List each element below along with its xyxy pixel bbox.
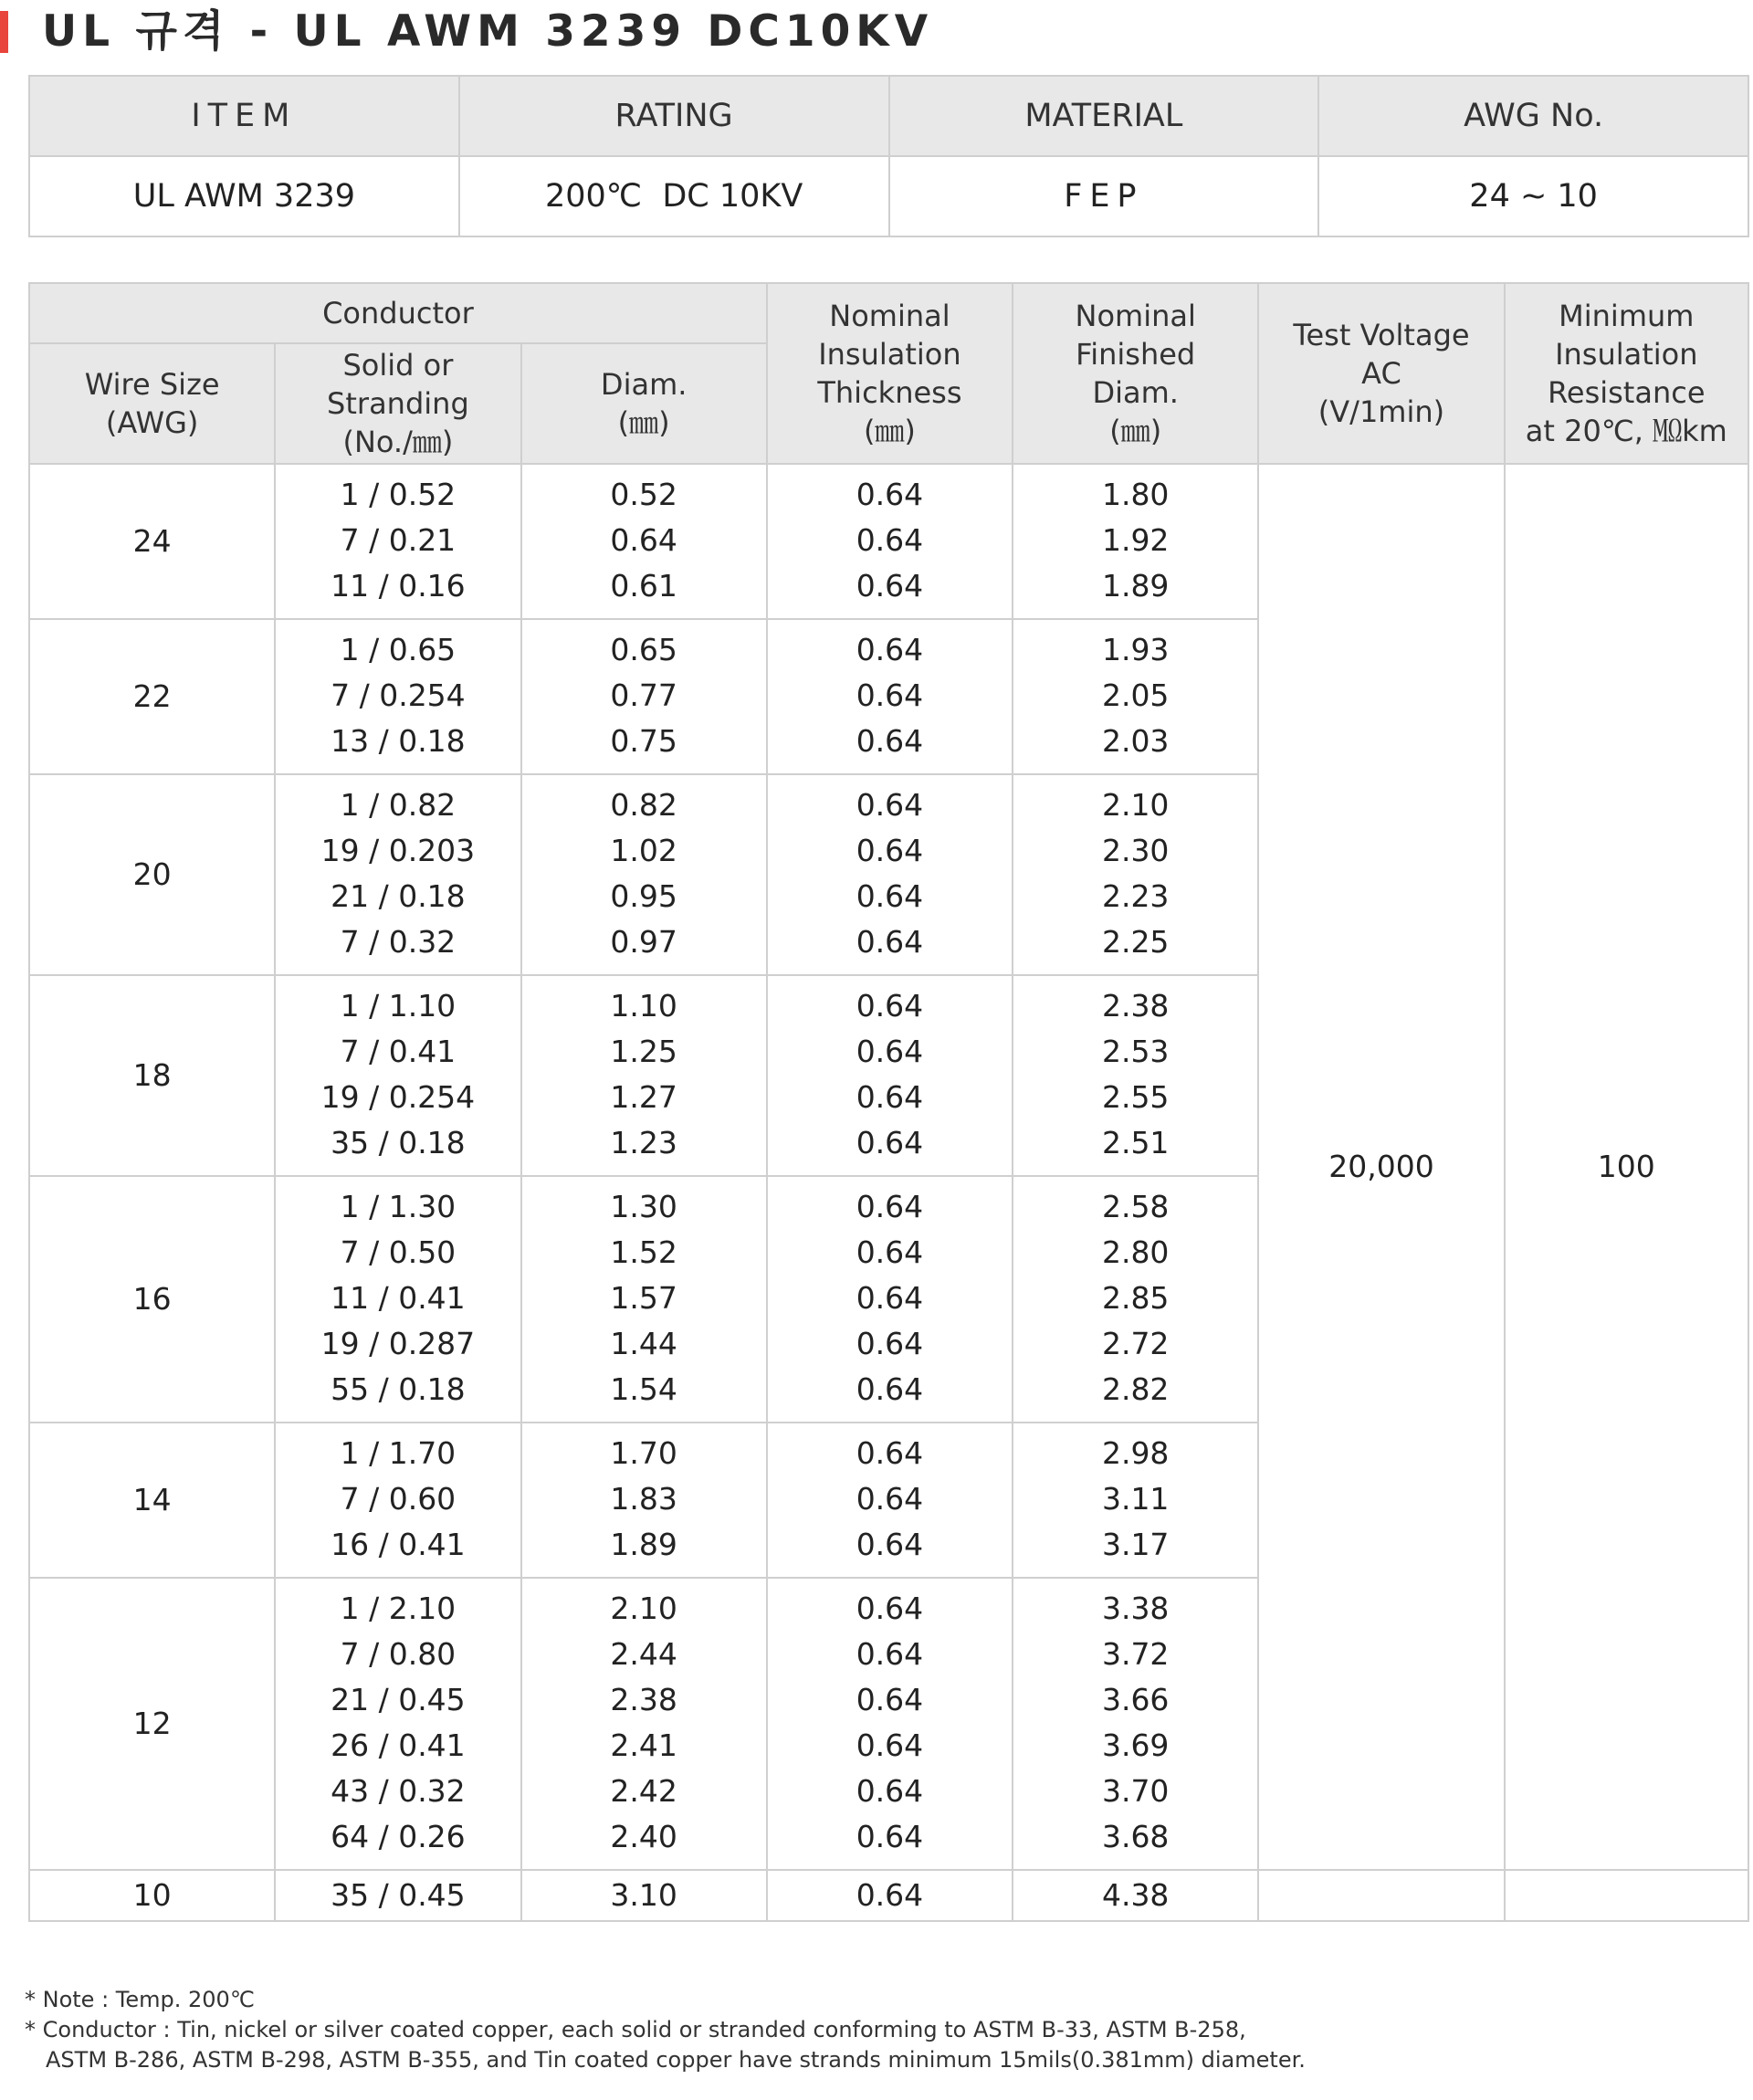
value-line: 1.10 [610, 988, 677, 1024]
header-line: Wire Size [84, 367, 220, 402]
value-line: 0.64 [610, 522, 677, 558]
value-line: 3.11 [1101, 1481, 1170, 1517]
value-line: 19 / 0.203 [320, 833, 476, 868]
value-line: 35 / 0.18 [331, 1125, 466, 1160]
value-line: 0.64 [856, 522, 924, 558]
insulation-cell [767, 975, 1013, 1176]
value-line: 2.55 [1101, 1079, 1170, 1115]
value-line: 3.17 [1101, 1527, 1170, 1562]
value-line: 2.38 [610, 1682, 677, 1717]
diam-cell [521, 619, 767, 774]
value-line: 7 / 0.50 [340, 1234, 457, 1270]
value-line: 1.25 [610, 1034, 677, 1069]
title-accent-bar [0, 11, 8, 53]
header-line: Insulation [1555, 337, 1698, 372]
diam-header [521, 343, 767, 464]
value-line: 0.64 [856, 878, 924, 914]
value-line: 2.98 [1101, 1435, 1170, 1471]
value-line: 0.64 [856, 1527, 924, 1562]
empty-cell [1505, 1870, 1748, 1921]
value-line: 0.97 [610, 924, 677, 960]
value-line: 0.64 [856, 1234, 924, 1270]
awg-cell: 10 [29, 1870, 275, 1921]
value-line: 0.64 [856, 1079, 924, 1115]
value-line: 13 / 0.18 [331, 723, 466, 759]
header-line: AC [1361, 356, 1401, 391]
value-line: 0.82 [610, 787, 677, 823]
value-line: 2.10 [1101, 787, 1170, 823]
spec-header-awg: AWG No. [1318, 76, 1748, 156]
diam-cell [521, 1578, 767, 1870]
value-line: 7 / 0.80 [340, 1636, 457, 1672]
value-line: 2.30 [1101, 833, 1170, 868]
header-line: (No./㎜) [342, 425, 454, 459]
value-line: 0.77 [610, 677, 677, 713]
value-line: 0.64 [856, 477, 924, 512]
value-line: 1.23 [610, 1125, 677, 1160]
awg-cell: 24 [29, 464, 275, 619]
wire-size-header [29, 343, 275, 464]
stranding-cell [275, 774, 520, 975]
insulation-cell [767, 1176, 1013, 1423]
value-line: 1.57 [610, 1280, 677, 1316]
finished-diam-cell [1013, 464, 1258, 619]
value-line: 1.92 [1101, 522, 1170, 558]
finished-diam-cell [1013, 1578, 1258, 1870]
value-line: 0.64 [856, 1280, 924, 1316]
diam-cell [521, 1870, 767, 1921]
value-line: 0.64 [856, 1636, 924, 1672]
page-title: UL 규격 - UL AWM 3239 DC10KV [42, 6, 934, 57]
value-line: 0.64 [856, 1326, 924, 1361]
awg-cell: 22 [29, 619, 275, 774]
value-line: 2.82 [1101, 1371, 1170, 1407]
value-line: 1.54 [610, 1371, 677, 1407]
stranding-cell [275, 1870, 520, 1921]
value-line: 3.69 [1101, 1727, 1170, 1763]
spec-value-item: UL AWM 3239 [29, 156, 459, 236]
value-line: 43 / 0.32 [331, 1773, 466, 1809]
finished-diam-cell [1013, 1870, 1258, 1921]
value-line: 0.64 [856, 677, 924, 713]
value-line: 0.95 [610, 878, 677, 914]
value-line: 21 / 0.18 [331, 878, 466, 914]
value-line: 0.64 [856, 1371, 924, 1407]
header-line: (㎜) [617, 405, 670, 440]
note-temp: * Note : Temp. 200℃ [25, 1987, 255, 2012]
header-line: Minimum [1559, 299, 1695, 333]
value-line: 2.25 [1101, 924, 1170, 960]
value-line: 2.23 [1101, 878, 1170, 914]
stranding-cell [275, 1423, 520, 1578]
value-line: 7 / 0.254 [331, 677, 466, 713]
value-line: 0.64 [856, 1877, 924, 1913]
insulation-cell [767, 1870, 1013, 1921]
stranding-cell [275, 1176, 520, 1423]
value-line: 11 / 0.16 [331, 568, 466, 604]
value-line: 2.44 [610, 1636, 677, 1672]
value-line: 1.44 [610, 1326, 677, 1361]
value-line: 3.38 [1101, 1591, 1170, 1626]
value-line: 0.64 [856, 1189, 924, 1224]
stranding-cell [275, 975, 520, 1176]
awg-group-row [29, 464, 1748, 619]
header-line: Thickness [817, 375, 962, 410]
value-line: 1.27 [610, 1079, 677, 1115]
awg-cell: 16 [29, 1176, 275, 1423]
value-line: 0.64 [856, 1481, 924, 1517]
spec-table [28, 75, 1749, 237]
awg-cell: 18 [29, 975, 275, 1176]
value-line: 0.64 [856, 1435, 924, 1471]
note-conductor: * Conductor : Tin, nickel or silver coated copper, each solid or stranded conforming to ASTM B-33, ASTM B-258, [25, 2017, 1246, 2042]
conductor-group-header: Conductor [29, 283, 767, 343]
value-line: 0.64 [856, 833, 924, 868]
header-line: (㎜) [863, 414, 916, 448]
test-voltage-header [1258, 283, 1504, 464]
value-line: 2.72 [1101, 1326, 1170, 1361]
insulation-cell [767, 619, 1013, 774]
header-line: (V/1min) [1317, 394, 1445, 429]
value-line: 2.05 [1101, 677, 1170, 713]
awg-cell: 12 [29, 1578, 275, 1870]
diam-cell [521, 464, 767, 619]
header-line: (㎜) [1109, 414, 1162, 448]
spec-value-rating: 200℃ DC 10KV [459, 156, 889, 236]
test-voltage-value: 20,000 [1258, 464, 1504, 1870]
value-line: 3.66 [1101, 1682, 1170, 1717]
value-line: 1.80 [1101, 477, 1170, 512]
stranding-cell [275, 464, 520, 619]
value-line: 2.40 [610, 1819, 677, 1854]
value-line: 2.80 [1101, 1234, 1170, 1270]
header-line: at 20℃, ㏁km [1525, 414, 1727, 448]
insulation-cell [767, 464, 1013, 619]
finished-diam-cell [1013, 774, 1258, 975]
header-line: Diam. [600, 367, 688, 402]
value-line: 1.93 [1101, 632, 1170, 667]
finished-diam-header [1013, 283, 1258, 464]
awg-cell: 20 [29, 774, 275, 975]
value-line: 11 / 0.41 [331, 1280, 466, 1316]
empty-cell [1258, 1870, 1504, 1921]
value-line: 1 / 0.65 [340, 632, 457, 667]
value-line: 0.64 [856, 1682, 924, 1717]
value-line: 2.85 [1101, 1280, 1170, 1316]
value-line: 1.30 [610, 1189, 677, 1224]
insulation-cell [767, 1578, 1013, 1870]
value-line: 2.38 [1101, 988, 1170, 1024]
insulation-cell [767, 774, 1013, 975]
insulation-thickness-header [767, 283, 1013, 464]
awg-cell: 14 [29, 1423, 275, 1578]
value-line: 16 / 0.41 [331, 1527, 466, 1562]
header-line: Insulation [818, 337, 961, 372]
value-line: 3.70 [1101, 1773, 1170, 1809]
conductor-table [28, 282, 1749, 1922]
insulation-resistance-value: 100 [1505, 464, 1748, 1870]
value-line: 26 / 0.41 [331, 1727, 466, 1763]
value-line: 7 / 0.32 [340, 924, 457, 960]
finished-diam-cell [1013, 975, 1258, 1176]
value-line: 2.41 [610, 1727, 677, 1763]
value-line: 2.42 [610, 1773, 677, 1809]
value-line: 55 / 0.18 [331, 1371, 466, 1407]
finished-diam-cell [1013, 619, 1258, 774]
diam-cell [521, 774, 767, 975]
value-line: 3.72 [1101, 1636, 1170, 1672]
value-line: 2.10 [610, 1591, 677, 1626]
note-conductor-continued: ASTM B-286, ASTM B-298, ASTM B-355, and Tin coated copper have strands minimum 15mils(0.381mm) diameter. [46, 2047, 1306, 2073]
header-line: Resistance [1548, 375, 1706, 410]
value-line: 1.52 [610, 1234, 677, 1270]
value-line: 4.38 [1101, 1877, 1170, 1913]
value-line: 0.64 [856, 924, 924, 960]
header-line: Diam. [1092, 375, 1179, 410]
value-line: 0.64 [856, 787, 924, 823]
finished-diam-cell [1013, 1423, 1258, 1578]
diam-cell [521, 1423, 767, 1578]
header-line: Test Voltage [1293, 318, 1470, 352]
value-line: 0.75 [610, 723, 677, 759]
spec-header-material: MATERIAL [889, 76, 1319, 156]
value-line: 0.64 [856, 1034, 924, 1069]
diam-cell [521, 975, 767, 1176]
value-line: 1.83 [610, 1481, 677, 1517]
value-line: 1.02 [610, 833, 677, 868]
spec-header-rating: RATING [459, 76, 889, 156]
value-line: 1 / 1.30 [340, 1189, 457, 1224]
stranding-header [275, 343, 520, 464]
stranding-cell [275, 619, 520, 774]
value-line: 7 / 0.60 [340, 1481, 457, 1517]
header-line: Nominal [829, 299, 950, 333]
header-line: Solid or Stranding [327, 348, 469, 421]
value-line: 21 / 0.45 [331, 1682, 466, 1717]
value-line: 0.65 [610, 632, 677, 667]
value-line: 0.64 [856, 1773, 924, 1809]
stranding-cell [275, 1578, 520, 1870]
value-line: 0.64 [856, 1591, 924, 1626]
value-line: 0.64 [856, 723, 924, 759]
conductor-table-body [29, 464, 1748, 1921]
diam-cell [521, 1176, 767, 1423]
value-line: 1 / 0.52 [340, 477, 457, 512]
value-line: 7 / 0.41 [340, 1034, 457, 1069]
value-line: 19 / 0.287 [320, 1326, 476, 1361]
finished-diam-cell [1013, 1176, 1258, 1423]
value-line: 0.64 [856, 988, 924, 1024]
value-line: 1 / 2.10 [340, 1591, 457, 1626]
value-line: 0.64 [856, 632, 924, 667]
value-line: 1 / 1.70 [340, 1435, 457, 1471]
value-line: 0.64 [856, 1727, 924, 1763]
spec-value-awg: 24 ~ 10 [1318, 156, 1748, 236]
value-line: 64 / 0.26 [331, 1819, 466, 1854]
value-line: 1 / 1.10 [340, 988, 457, 1024]
value-line: 0.61 [610, 568, 677, 604]
value-line: 1.89 [1101, 568, 1170, 604]
insulation-resistance-header [1505, 283, 1748, 464]
value-line: 3.68 [1101, 1819, 1170, 1854]
value-line: 7 / 0.21 [340, 522, 457, 558]
value-line: 1.89 [610, 1527, 677, 1562]
value-line: 2.51 [1101, 1125, 1170, 1160]
spec-header-item: ITEM [29, 76, 459, 156]
value-line: 1.70 [610, 1435, 677, 1471]
spec-value-material: FEP [889, 156, 1319, 236]
value-line: 0.64 [856, 1819, 924, 1854]
value-line: 19 / 0.254 [320, 1079, 476, 1115]
value-line: 35 / 0.45 [331, 1877, 466, 1913]
awg-group-row [29, 1870, 1748, 1921]
value-line: 2.53 [1101, 1034, 1170, 1069]
notes [25, 1985, 1306, 2075]
header-line: Nominal Finished [1075, 299, 1196, 372]
value-line: 2.58 [1101, 1189, 1170, 1224]
value-line: 3.10 [610, 1877, 677, 1913]
value-line: 0.52 [610, 477, 677, 512]
value-line: 0.64 [856, 1125, 924, 1160]
value-line: 2.03 [1101, 723, 1170, 759]
insulation-cell [767, 1423, 1013, 1578]
header-line: (AWG) [105, 405, 199, 440]
value-line: 0.64 [856, 568, 924, 604]
value-line: 1 / 0.82 [340, 787, 457, 823]
